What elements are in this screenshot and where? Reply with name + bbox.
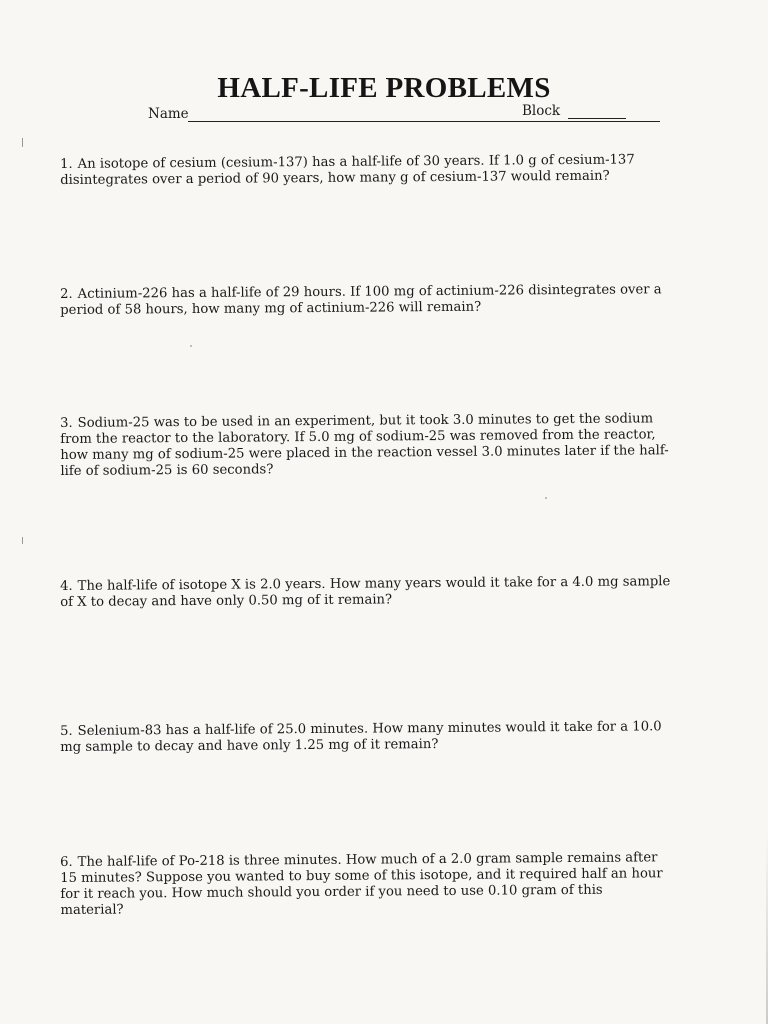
problem-text: An isotope of cesium (cesium-137) has a half-life of 30 years. If 1.0 g of cesium-137 xyxy=(77,152,635,172)
problem-text: Selenium-83 has a half-life of 25.0 minutes. How many minutes would it take for a 10.0 xyxy=(77,719,662,739)
name-label: Name xyxy=(148,106,189,122)
block-label: Block xyxy=(522,103,561,119)
problem-line: how many mg of sodium-25 were placed in the reaction vessel 3.0 minutes later if the half- xyxy=(60,443,669,463)
scan-mark xyxy=(22,138,23,147)
problem-line: from the reactor to the laboratory. If 5.0 mg of sodium-25 was removed from the reactor, xyxy=(60,427,656,447)
problem-line: mg sample to decay and have only 1.25 mg of it remain? xyxy=(60,737,439,755)
scan-mark xyxy=(22,537,23,544)
problem-3 xyxy=(60,411,715,480)
header-fields xyxy=(148,103,638,125)
problem-text: Actinium-226 has a half-life of 29 hours. If 100 mg of actinium-226 disintegrates over a xyxy=(77,282,662,302)
problem-number: 4. xyxy=(60,578,73,594)
problem-5 xyxy=(60,719,715,756)
problem-4 xyxy=(60,574,715,611)
scan-speck xyxy=(190,345,192,347)
problem-line: of X to decay and have only 0.50 mg of it remain? xyxy=(60,592,393,610)
problem-text: Sodium-25 was to be used in an experiment, but it took 3.0 minutes to get the sodium xyxy=(77,411,654,431)
block-blank-line xyxy=(568,118,626,119)
page-title: HALF-LIFE PROBLEMS xyxy=(217,72,551,104)
problem-6 xyxy=(60,850,715,919)
problem-line: 15 minutes? Suppose you wanted to buy some of this isotope, and it required half an hour xyxy=(60,866,663,886)
problem-number: 5. xyxy=(60,723,73,739)
problem-number: 1. xyxy=(60,156,73,172)
problem-line: material? xyxy=(60,902,124,918)
problem-number: 3. xyxy=(60,415,73,431)
problem-1 xyxy=(60,152,715,189)
problem-line: for it reach you. How much should you order if you need to use 0.10 gram of this xyxy=(60,882,603,902)
problem-text: The half-life of Po-218 is three minutes. How much of a 2.0 gram sample remains after xyxy=(77,850,658,870)
problem-number: 6. xyxy=(60,854,73,870)
problem-number: 2. xyxy=(60,286,73,302)
problem-line: disintegrates over a period of 90 years, how many g of cesium-137 would remain? xyxy=(60,168,610,188)
problem-text: The half-life of isotope X is 2.0 years. How many years would it take for a 4.0 mg sample xyxy=(77,574,671,594)
problem-line: period of 58 hours, how many mg of actinium-226 will remain? xyxy=(60,299,482,318)
problem-line: life of sodium-25 is 60 seconds? xyxy=(60,462,274,479)
name-blank-line xyxy=(188,121,660,122)
problem-2 xyxy=(60,282,715,319)
scan-speck xyxy=(545,497,547,499)
